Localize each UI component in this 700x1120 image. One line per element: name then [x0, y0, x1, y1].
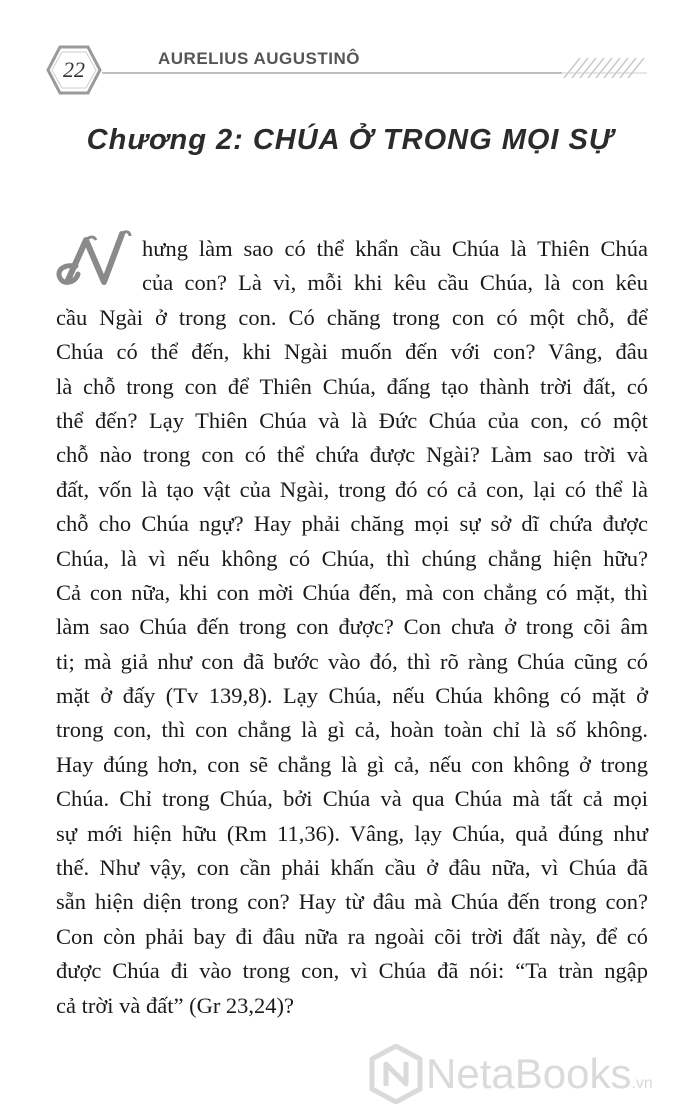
- text-line: Chúa có thể đến, khi Ngài muốn đến với con? Vâng, đâu: [56, 339, 648, 365]
- watermark-brand: NetaBooks: [426, 1050, 632, 1097]
- text-line: thế. Như vậy, con cần phải khấn cầu ở đâu nữa, vì Chúa đã: [56, 855, 648, 881]
- text-line: Con còn phải bay đi đâu nữa ra ngoài cõi trời đất này, để có: [56, 923, 648, 949]
- watermark: [368, 1040, 688, 1110]
- text-line: hưng làm sao có thể khẩn cầu Chúa là Thiên Chúa: [142, 236, 648, 261]
- text-line: ti; mà giả như con đã bước vào đó, thì rõ ràng Chúa cũng có: [56, 648, 648, 674]
- text-line: Chúa, là vì nếu không có Chúa, thì chúng chẳng hiện hữu?: [56, 545, 648, 571]
- text-line: chỗ nào trong con có thể chứa được Ngài? Làm sao trời và: [56, 442, 648, 468]
- text-line: trong con, thì con chẳng là gì cả, hoàn toàn chỉ là số không.: [56, 717, 648, 743]
- running-header-author: AURELIUS AUGUSTINÔ: [158, 49, 360, 68]
- page-number-badge: [46, 44, 102, 96]
- text-line: thể đến? Lạy Thiên Chúa và là Đức Chúa của con, có một: [56, 407, 648, 433]
- chapter-title: Chương 2: CHÚA Ở TRONG MỌI SỰ: [86, 124, 614, 156]
- watermark-text: [426, 1050, 653, 1098]
- header-decorative-rule: [102, 56, 662, 80]
- text-line: Hay đúng hơn, con sẽ chẳng là gì cả, nếu con không ở trong: [56, 751, 648, 777]
- text-line: đất, vốn là tạo vật của Ngài, trong đó có cả con, lại có thể là: [56, 476, 648, 502]
- text-line: của con? Là vì, mỗi khi kêu cầu Chúa, là con kêu: [142, 270, 648, 296]
- text-line: mặt ở đấy (Tv 139,8). Lạy Chúa, nếu Chúa không có mặt ở: [56, 683, 648, 709]
- text-line: cả trời và đất” (Gr 23,24)?: [56, 992, 295, 1018]
- text-line: cầu Ngài ở trong con. Có chăng trong con có một chỗ, để: [56, 304, 648, 330]
- text-line: Cả con nữa, khi con mời Chúa đến, mà con chẳng có mặt, thì: [56, 579, 648, 605]
- text-line: làm sao Chúa đến trong con được? Con chưa ở trong cõi âm: [56, 614, 648, 640]
- text-line: được Chúa đi vào trong con, vì Chúa đã nói: “Ta tràn ngập: [56, 958, 648, 984]
- text-line: Chúa. Chỉ trong Chúa, bởi Chúa và qua Chúa mà tất cả mọi: [56, 786, 648, 812]
- text-line: sự mới hiện hữu (Rm 11,36). Vâng, lạy Chúa, quả đúng như: [56, 820, 648, 846]
- netabooks-logo-icon: [368, 1044, 424, 1104]
- text-line: sẵn hiện diện trong con? Hay từ đâu mà Chúa đến trong con?: [56, 889, 648, 915]
- text-line: là chỗ trong con để Thiên Chúa, đấng tạo thành trời đất, có: [56, 373, 648, 399]
- watermark-suffix: .vn: [631, 1075, 653, 1092]
- text-line: chỗ cho Chúa ngự? Hay phải chăng mọi sự sở dĩ chứa được: [56, 511, 648, 537]
- body-paragraph: [56, 232, 648, 1023]
- page-number: 22: [63, 57, 85, 82]
